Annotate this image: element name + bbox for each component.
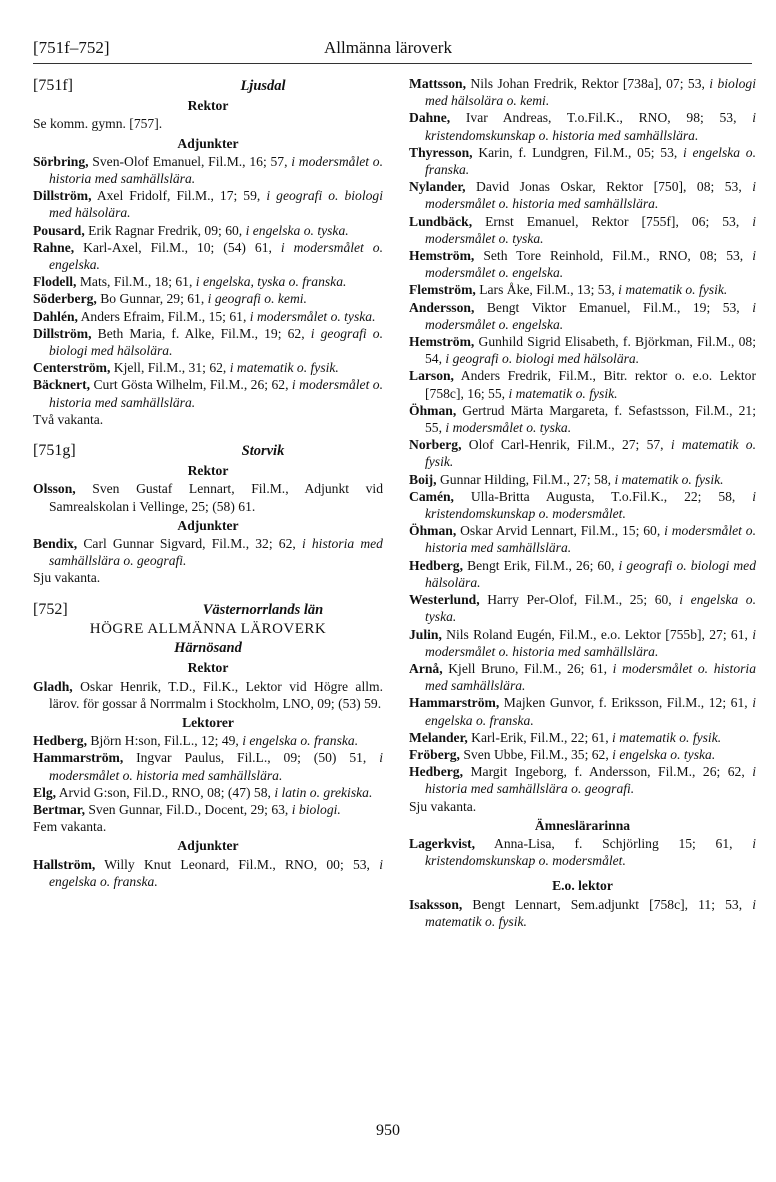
teacher-details: Ingvar Paulus, Fil.L., 09; (50) 51, <box>123 750 380 766</box>
teacher-entry <box>33 749 383 783</box>
teacher-surname: Gladh, <box>33 678 73 694</box>
teacher-subjects: i geografi o. kemi. <box>207 291 307 307</box>
role-heading: Adjunkter <box>177 135 239 151</box>
teacher-entry <box>33 239 383 273</box>
teacher-surname: Dahne, <box>409 110 451 126</box>
teacher-details: Karin, f. Lundgren, Fil.M., 05; 53, <box>472 144 683 160</box>
teacher-surname: Centerström, <box>33 360 111 376</box>
teacher-surname: Julin, <box>409 626 442 642</box>
section-number: [752] <box>33 600 68 618</box>
teacher-subjects: i modersmålet o. engelska. <box>425 248 756 281</box>
left-column <box>33 75 383 890</box>
teacher-subjects: i modersmålet o. historia med samhällslära. <box>49 750 383 783</box>
page-range: [751f–752] <box>33 38 110 57</box>
teacher-entry <box>33 222 383 239</box>
teacher-surname: Bendix, <box>33 536 78 552</box>
role-heading: Rektor <box>187 463 229 479</box>
teacher-details: Bengt Lennart, Sem.adjunkt [758c], 11; 53, <box>462 896 753 912</box>
teacher-details: Ernst Emanuel, Rektor [755f], 06; 53, <box>472 213 753 229</box>
role-heading: Lektorer <box>182 714 234 730</box>
teacher-details: Anders Efraim, Fil.M., 15; 61, <box>77 308 250 324</box>
teacher-entry <box>33 325 383 359</box>
teacher-surname: Camén, <box>409 488 454 504</box>
teacher-subjects: i matematik o. fysik. <box>425 896 756 929</box>
section-heading <box>33 601 383 619</box>
teacher-entry <box>33 290 383 307</box>
teacher-subjects: i geografi o. biologi med hälsolära. <box>445 351 640 367</box>
teacher-details: Sven Ubbe, Fil.M., 35; 62, <box>459 746 613 762</box>
role-heading: Rektor <box>187 98 229 114</box>
teacher-surname: Rahne, <box>33 239 75 255</box>
teacher-entry <box>409 178 756 212</box>
teacher-details: Mats, Fil.M., 18; 61, <box>76 274 196 290</box>
teacher-subjects: i kristendomskunskap o. historia med samhällslära. <box>425 110 756 143</box>
teacher-surname: Mattsson, <box>409 76 467 91</box>
teacher-subjects: i modersmålet o. engelska. <box>49 239 383 273</box>
teacher-details: Sven Gustaf Lennart, Fil.M., Adjunkt vid Samrealskolan i Vellinge, 25; (58) 61. <box>49 481 383 514</box>
teacher-entry <box>33 308 383 325</box>
teacher-details: Sven-Olof Emanuel, Fil.M., 16; 57, <box>88 153 292 169</box>
teacher-details: Willy Knut Leonard, Fil.M., RNO, 00; 53, <box>95 856 380 872</box>
teacher-surname: Hemström, <box>409 334 475 350</box>
teacher-entry <box>409 471 756 488</box>
teacher-surname: Dillström, <box>33 188 92 204</box>
section-number: [751g] <box>33 442 76 460</box>
teacher-entry <box>409 626 756 660</box>
teacher-details: Sven Gunnar, Fil.D., Docent, 29; 63, <box>84 801 292 817</box>
teacher-entry <box>409 835 756 869</box>
teacher-entry <box>33 273 383 290</box>
teacher-subjects: i modersmålet o. historia med samhällslära. <box>425 179 756 212</box>
teacher-details: Björn H:son, Fil.L., 12; 49, <box>87 733 243 749</box>
teacher-entry <box>409 367 756 401</box>
section-name: Storvik <box>241 443 285 460</box>
header-rule <box>33 63 752 64</box>
teacher-details: Gunhild Sigrid Elisabeth, f. Björkman, Fil.M., 08; 54, <box>425 334 756 367</box>
teacher-entry <box>409 75 756 109</box>
teacher-subjects: i matematik o. fysik. <box>229 360 339 376</box>
teacher-details: Oskar Henrik, T.D., Fil.K., Lektor vid Högre allm. lärov. för gossar å Norrmalm i Stockholm, LNO, 09; (53) 59. <box>49 678 383 711</box>
teacher-surname: Arnå, <box>409 660 443 676</box>
teacher-surname: Söderberg, <box>33 291 97 307</box>
teacher-subjects: i engelska o. franska. <box>49 856 383 889</box>
teacher-entry <box>409 729 756 746</box>
note-text: Sju vakanta. <box>33 570 101 586</box>
right-column <box>409 75 756 930</box>
teacher-subjects: i kristendomskunskap o. modersmålet. <box>425 488 756 522</box>
section-number: [751f] <box>33 77 73 94</box>
teacher-subjects: i geografi o. biologi med hälsolära. <box>49 188 384 221</box>
section-heading <box>33 77 383 95</box>
teacher-subjects: i modersmålet o. historia med samhällslära. <box>425 523 756 556</box>
teacher-details: Bengt Erik, Fil.M., 26; 60, <box>463 557 619 573</box>
teacher-entry <box>33 535 383 569</box>
teacher-entry <box>33 678 383 712</box>
teacher-subjects: i engelska, tyska o. franska. <box>195 274 347 290</box>
teacher-subjects: i modersmålet o. tyska. <box>445 420 572 436</box>
teacher-entry <box>409 763 756 797</box>
teacher-subjects: i engelska o. tyska. <box>612 746 716 762</box>
teacher-details: Axel Fridolf, Fil.M., 17; 59, <box>91 188 267 204</box>
teacher-entry <box>409 591 756 625</box>
teacher-details: Nils Roland Eugén, Fil.M., e.o. Lektor [755b], 27; 61, <box>441 626 753 642</box>
note-text: Fem vakanta. <box>33 819 107 835</box>
teacher-details: Bengt Viktor Emanuel, Fil.M., 19; 53, <box>474 299 753 315</box>
teacher-details: Nils Johan Fredrik, Rektor [738a], 07; 53, <box>466 76 710 91</box>
teacher-subjects: i kristendomskunskap o. modersmålet. <box>425 835 756 869</box>
teacher-entry <box>409 402 756 436</box>
teacher-surname: Thyresson, <box>409 144 473 160</box>
school-heading: HÖGRE ALLMÄNNA LÄROVERK <box>89 620 327 637</box>
teacher-subjects: i modersmålet o. historia med samhällslära. <box>49 153 384 187</box>
teacher-details: Karl-Erik, Fil.M., 22; 61, <box>467 729 613 745</box>
teacher-details: Gunnar Hilding, Fil.M., 27; 58, <box>436 471 615 487</box>
teacher-surname: Westerlund, <box>409 592 480 608</box>
teacher-subjects: i matematik o. fysik. <box>425 437 756 470</box>
teacher-subjects: i modersmålet o. historia med samhällslära. <box>49 377 383 410</box>
teacher-subjects: i latin o. grekiska. <box>274 784 373 800</box>
teacher-subjects: i biologi med hälsolära o. kemi. <box>425 76 756 109</box>
teacher-subjects: i engelska o. franska. <box>242 733 359 749</box>
section-name: Västernorrlands län <box>202 601 324 618</box>
note-text: Se komm. gymn. [757]. <box>33 116 163 132</box>
teacher-surname: Nylander, <box>409 179 466 195</box>
teacher-subjects: i modersmålet o. engelska. <box>425 299 756 332</box>
teacher-entry <box>33 801 383 818</box>
teacher-surname: Hammarström, <box>33 750 124 766</box>
role-heading: Rektor <box>187 660 229 676</box>
section-heading <box>33 442 383 460</box>
teacher-details: Olof Carl-Henrik, Fil.M., 27; 57, <box>461 437 671 453</box>
teacher-entry <box>409 436 756 470</box>
teacher-surname: Hemström, <box>409 248 475 264</box>
teacher-subjects: i modersmålet o. tyska. <box>249 308 376 324</box>
town-heading: Härnösand <box>174 640 242 657</box>
teacher-subjects: i geografi o. biologi med hälsolära. <box>425 557 756 590</box>
teacher-surname: Dillström, <box>33 325 92 341</box>
teacher-entry <box>33 784 383 801</box>
teacher-surname: Pousard, <box>33 222 85 238</box>
teacher-subjects: i modersmålet o. tyska. <box>425 213 756 246</box>
running-title: Allmänna läroverk <box>324 38 452 57</box>
teacher-surname: Isaksson, <box>409 896 463 912</box>
teacher-surname: Olsson, <box>33 481 76 497</box>
section-name: Ljusdal <box>240 78 286 94</box>
teacher-surname: Norberg, <box>409 437 462 453</box>
teacher-surname: Boij, <box>409 471 437 487</box>
teacher-details: Ulla-Britta Augusta, T.o.Fil.K., 22; 58, <box>453 488 753 504</box>
teacher-subjects: i matematik o. fysik. <box>612 729 722 745</box>
teacher-entry <box>409 896 756 930</box>
teacher-entry <box>409 522 756 556</box>
teacher-surname: Lagerkvist, <box>409 835 476 851</box>
teacher-surname: Fröberg, <box>409 746 460 762</box>
teacher-entry <box>409 144 756 178</box>
teacher-details: Ivar Andreas, T.o.Fil.K., RNO, 98; 53, <box>450 110 753 126</box>
role-heading: Adjunkter <box>177 838 239 854</box>
teacher-details: Gertrud Märta Margareta, f. Sefastsson, Fil.M., 21; 55, <box>425 402 756 436</box>
teacher-details: Bo Gunnar, 29; 61, <box>96 291 208 307</box>
teacher-entry <box>33 732 383 749</box>
teacher-details: Kjell Bruno, Fil.M., 26; 61, <box>442 660 613 676</box>
teacher-details: Lars Åke, Fil.M., 13; 53, <box>475 282 619 298</box>
teacher-subjects: i historia med samhällslära o. geografi. <box>49 536 383 569</box>
teacher-details: Harry Per-Olof, Fil.M., 25; 60, <box>479 592 680 608</box>
teacher-surname: Öhman, <box>409 523 457 539</box>
teacher-subjects: i matematik o. fysik. <box>618 282 728 298</box>
page-number: 950 <box>376 1122 400 1139</box>
teacher-entry <box>409 488 756 522</box>
note-text: Sju vakanta. <box>409 798 477 814</box>
teacher-details: Kjell, Fil.M., 31; 62, <box>110 360 230 376</box>
teacher-details: Carl Gunnar Sigvard, Fil.M., 32; 62, <box>77 536 302 552</box>
teacher-entry <box>33 187 383 221</box>
teacher-details: Majken Gunvor, f. Eriksson, Fil.M., 12; 61, <box>499 695 753 711</box>
teacher-surname: Öhman, <box>409 402 457 418</box>
teacher-entry <box>33 376 383 410</box>
teacher-surname: Bertmar, <box>33 801 85 817</box>
teacher-entry <box>33 480 383 514</box>
teacher-subjects: i historia med samhällslära o. geografi. <box>425 764 756 797</box>
teacher-entry <box>409 299 756 333</box>
teacher-entry <box>33 856 383 890</box>
teacher-details: Beth Maria, f. Alke, Fil.M., 19; 62, <box>91 325 311 341</box>
teacher-surname: Hallström, <box>33 856 96 872</box>
teacher-subjects: i engelska o. tyska. <box>245 222 349 238</box>
teacher-surname: Lundbäck, <box>409 213 473 229</box>
teacher-details: Arvid G:son, Fil.D., RNO, 08; (47) 58, <box>56 784 275 800</box>
teacher-surname: Hedberg, <box>409 764 463 780</box>
teacher-subjects: i geografi o. biologi med hälsolära. <box>49 325 383 359</box>
teacher-details: Anders Fredrik, Fil.M., Bitr. rektor o. e.o. Lektor [758c], 16; 55, <box>425 368 756 401</box>
teacher-subjects: i matematik o. fysik. <box>508 385 618 401</box>
teacher-surname: Flemström, <box>409 282 476 298</box>
teacher-subjects: i biologi. <box>291 801 341 817</box>
teacher-details: Anna-Lisa, f. Schjörling 15; 61, <box>475 835 753 851</box>
teacher-subjects: i engelska o. franska. <box>425 695 756 728</box>
teacher-entry <box>409 213 756 247</box>
teacher-entry <box>33 359 383 376</box>
teacher-surname: Hammarström, <box>409 695 500 711</box>
teacher-surname: Hedberg, <box>33 733 87 749</box>
teacher-details: Oskar Arvid Lennart, Fil.M., 15; 60, <box>456 523 665 539</box>
teacher-surname: Bäcknert, <box>33 377 91 393</box>
teacher-entry <box>409 746 756 763</box>
teacher-details: Margit Ingeborg, f. Andersson, Fil.M., 26; 62, <box>463 764 753 780</box>
teacher-surname: Hedberg, <box>409 557 463 573</box>
teacher-subjects: i matematik o. fysik. <box>614 471 724 487</box>
teacher-subjects: i modersmålet o. historia med samhällslära. <box>425 626 756 659</box>
teacher-entry <box>409 109 756 143</box>
note-text: Två vakanta. <box>33 411 104 427</box>
teacher-subjects: i engelska o. tyska. <box>425 592 756 625</box>
teacher-details: Karl-Axel, Fil.M., 10; (54) 61, <box>74 239 281 255</box>
teacher-details: Seth Tore Reinhold, Fil.M., RNO, 08; 53, <box>474 248 753 264</box>
teacher-entry <box>409 333 756 367</box>
teacher-entry <box>409 247 756 281</box>
teacher-surname: Andersson, <box>409 299 475 315</box>
teacher-entry <box>409 694 756 728</box>
teacher-details: Erik Ragnar Fredrik, 09; 60, <box>84 222 246 238</box>
teacher-surname: Sörbring, <box>33 153 89 169</box>
teacher-details: Curt Gösta Wilhelm, Fil.M., 26; 62, <box>90 377 292 393</box>
teacher-surname: Dahlén, <box>33 308 78 324</box>
teacher-surname: Flodell, <box>33 274 77 290</box>
teacher-surname: Larson, <box>409 368 454 384</box>
teacher-entry <box>409 281 756 298</box>
teacher-entry <box>409 557 756 591</box>
teacher-details: David Jonas Oskar, Rektor [750], 08; 53, <box>465 179 753 195</box>
role-heading: Adjunkter <box>177 517 239 533</box>
role-heading: Ämneslärarinna <box>534 817 631 833</box>
teacher-surname: Melander, <box>409 729 468 745</box>
teacher-entry <box>33 153 383 187</box>
teacher-subjects: i modersmålet o. historia med samhällslära. <box>425 660 756 694</box>
teacher-surname: Elg, <box>33 784 57 800</box>
teacher-entry <box>409 660 756 694</box>
teacher-subjects: i engelska o. franska. <box>425 144 756 178</box>
role-heading: E.o. lektor <box>552 878 613 894</box>
